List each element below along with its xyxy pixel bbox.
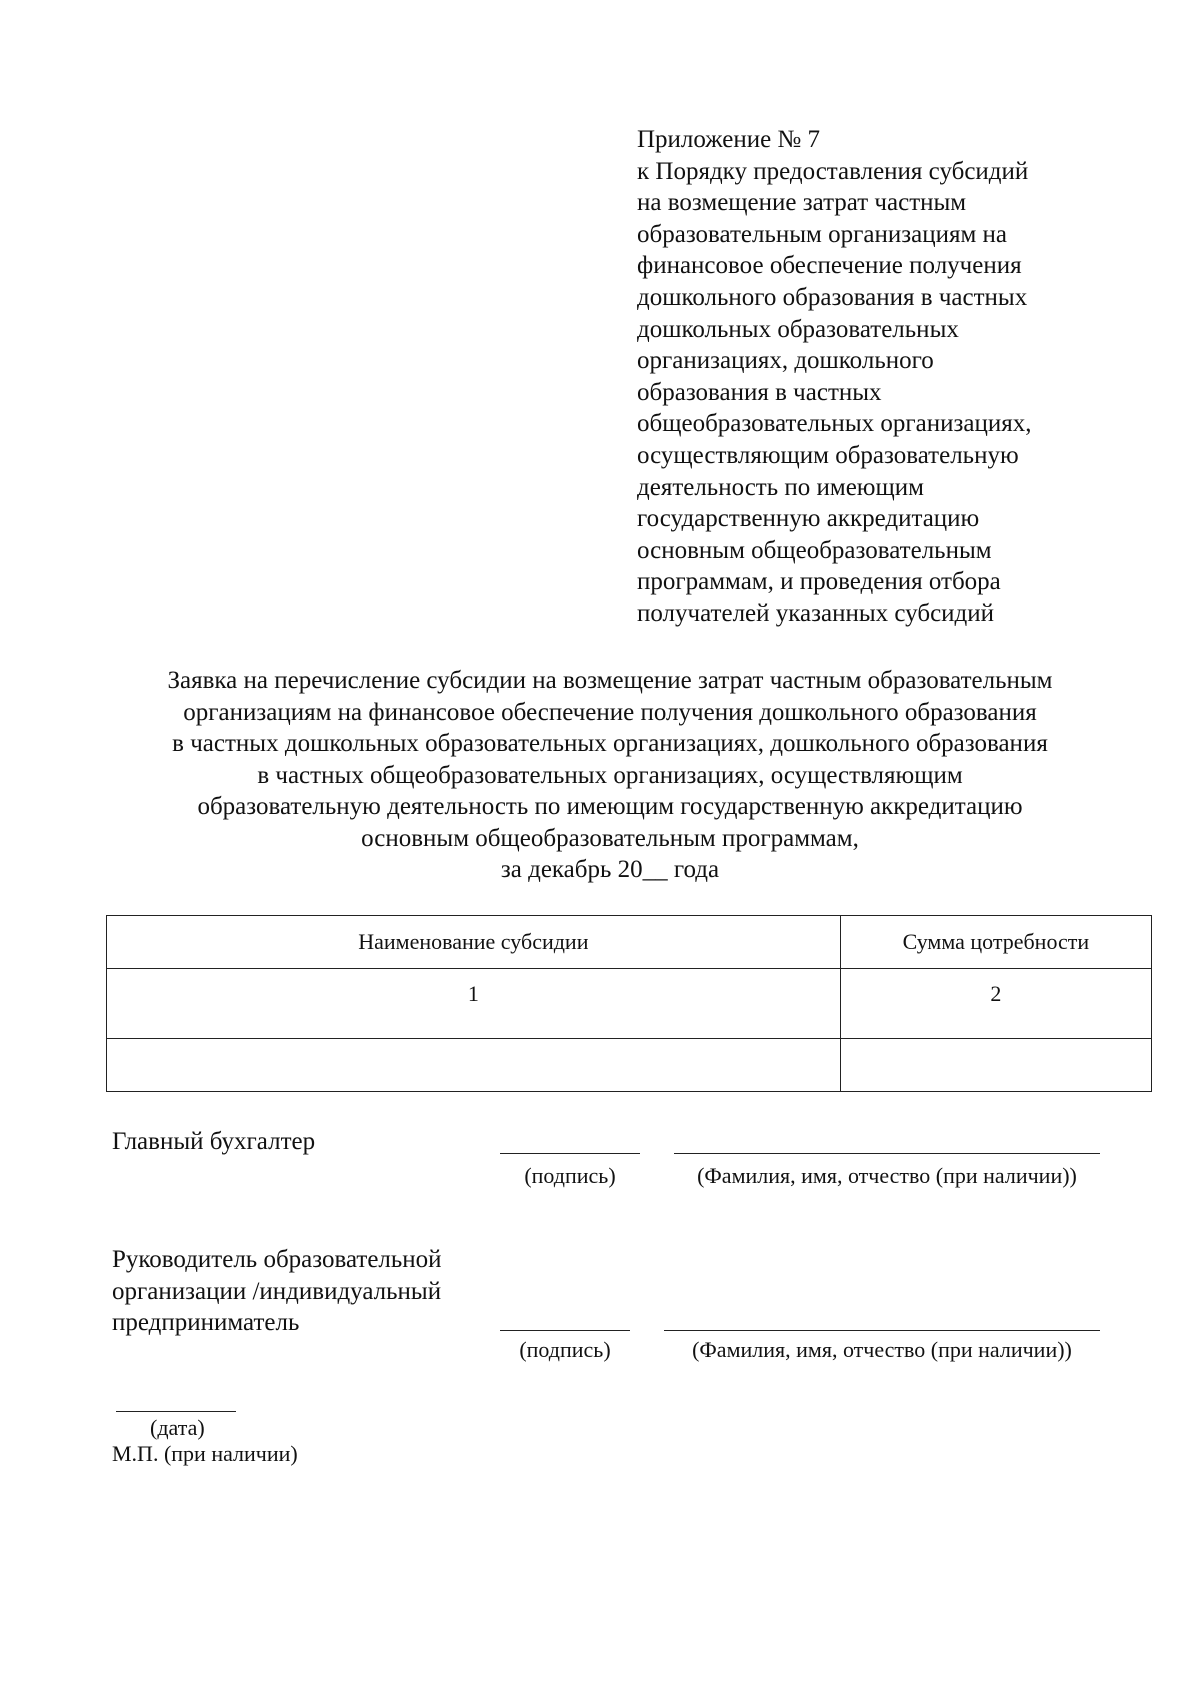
- title-line: образовательную деятельность по имеющим государственную аккредитацию: [197, 793, 1023, 820]
- appendix-line: основным общеобразовательным: [637, 536, 992, 564]
- header-subsidy-name: Наименование субсидии: [107, 916, 841, 969]
- title-line: организациям на финансовое обеспечение получения дошкольного образования: [183, 698, 1037, 726]
- head-signature-line[interactable]: [500, 1330, 630, 1331]
- appendix-line: программам, и проведения отбора: [637, 568, 1001, 596]
- chief-accountant-signature-line[interactable]: [500, 1153, 640, 1154]
- chief-accountant-signature-caption: (подпись): [524, 1163, 616, 1188]
- date-line[interactable]: [116, 1411, 236, 1412]
- head-label-line: предприниматель: [112, 1309, 300, 1337]
- title-line: Заявка на перечисление субсидии на возмещение затрат частным образовательным: [167, 667, 1053, 694]
- appendix-line: образовательным организациям на: [637, 220, 1007, 248]
- column-number-cell: 2: [840, 969, 1151, 1039]
- date-caption: (дата): [150, 1415, 205, 1440]
- title-line: за декабрь 20__ года: [500, 856, 720, 883]
- table-header-row: [107, 916, 1152, 969]
- document-title: [60, 665, 1160, 886]
- head-label-line: организации /индивидуальный: [112, 1277, 442, 1305]
- amount-cell[interactable]: [840, 1039, 1151, 1092]
- appendix-line: дошкольных образовательных: [637, 315, 959, 343]
- appendix-line: образования в частных: [637, 378, 882, 406]
- appendix-line: осуществляющим образовательную: [637, 441, 1019, 469]
- appendix-line: деятельность по имеющим: [637, 473, 924, 501]
- subsidy-table: [106, 915, 1152, 1092]
- column-number-row: [107, 969, 1152, 1039]
- header-amount: Сумма цотребности: [840, 916, 1151, 969]
- appendix-line: государственную аккредитацию: [637, 505, 980, 533]
- table-row: [107, 1039, 1152, 1092]
- subsidy-name-cell[interactable]: [107, 1039, 841, 1092]
- head-signature-caption: (подпись): [519, 1337, 611, 1362]
- appendix-line: на возмещение затрат частным: [637, 189, 967, 217]
- title-line: в частных дошкольных образовательных организациях, дошкольного образования: [172, 730, 1048, 757]
- appendix-line: получателей указанных субсидий: [637, 599, 995, 627]
- appendix-line: организациях, дошкольного: [637, 347, 934, 375]
- appendix-header: [637, 124, 1157, 630]
- appendix-line: общеобразовательных организациях,: [637, 410, 1032, 438]
- chief-accountant-label: [112, 1126, 315, 1158]
- appendix-line: к Порядку предоставления субсидий: [637, 157, 1029, 185]
- stamp-note: М.П. (при наличии): [112, 1441, 298, 1466]
- appendix-line: финансовое обеспечение получения: [637, 252, 1022, 280]
- head-label-line: Руководитель образовательной: [112, 1246, 442, 1273]
- head-label: [112, 1244, 442, 1339]
- chief-accountant-name-line[interactable]: [674, 1153, 1100, 1154]
- column-number-cell: 1: [107, 969, 841, 1039]
- head-name-line[interactable]: [664, 1330, 1100, 1331]
- chief-accountant-label-text: Главный бухгалтер: [112, 1128, 316, 1155]
- title-line: основным общеобразовательным программам,: [361, 824, 859, 852]
- title-line: в частных общеобразовательных организациях, осуществляющим: [257, 761, 963, 789]
- appendix-line: дошкольного образования в частных: [637, 283, 1028, 311]
- head-name-caption: (Фамилия, имя, отчество (при наличии)): [692, 1337, 1072, 1362]
- appendix-line: Приложение № 7: [637, 126, 821, 153]
- chief-accountant-name-caption: (Фамилия, имя, отчество (при наличии)): [697, 1163, 1077, 1188]
